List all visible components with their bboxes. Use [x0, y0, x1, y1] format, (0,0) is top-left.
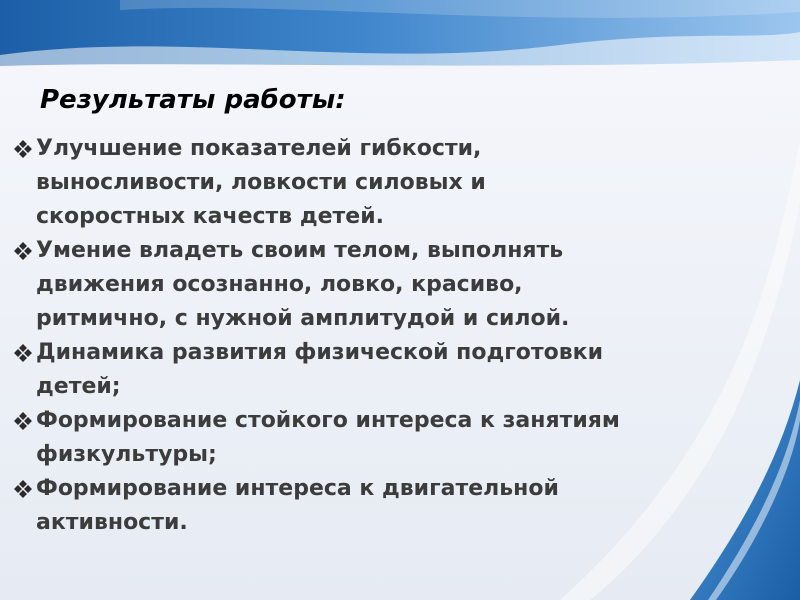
bullet-text: Формирование интереса к двигательной активности.: [36, 476, 559, 535]
bullet-text: Улучшение показателей гибкости, выносливости, ловкости силовых и скоростных качеств детей.: [36, 136, 486, 229]
diamond-quad-icon: [14, 472, 36, 506]
diamond-quad-icon: [14, 336, 36, 370]
slide-title: Результаты работы:: [40, 85, 346, 115]
bullet-item: [14, 234, 774, 336]
bullet-item: [14, 404, 774, 472]
diamond-quad-icon: [14, 404, 36, 438]
bullet-item: [14, 336, 774, 404]
diamond-quad-icon: [14, 234, 36, 268]
bullet-item: [14, 132, 774, 234]
bullet-list: [14, 132, 774, 540]
bullet-item: [14, 472, 774, 540]
bullet-text: Формирование стойкого интереса к занятиям физкультуры;: [36, 408, 620, 467]
diamond-quad-icon: [14, 132, 36, 166]
bullet-text: Динамика развития физической подготовки детей;: [36, 340, 604, 399]
bullet-text: Умение владеть своим телом, выполнять движения осознанно, ловко, красиво, ритмично, с нужной амплитудой и силой.: [36, 238, 570, 331]
